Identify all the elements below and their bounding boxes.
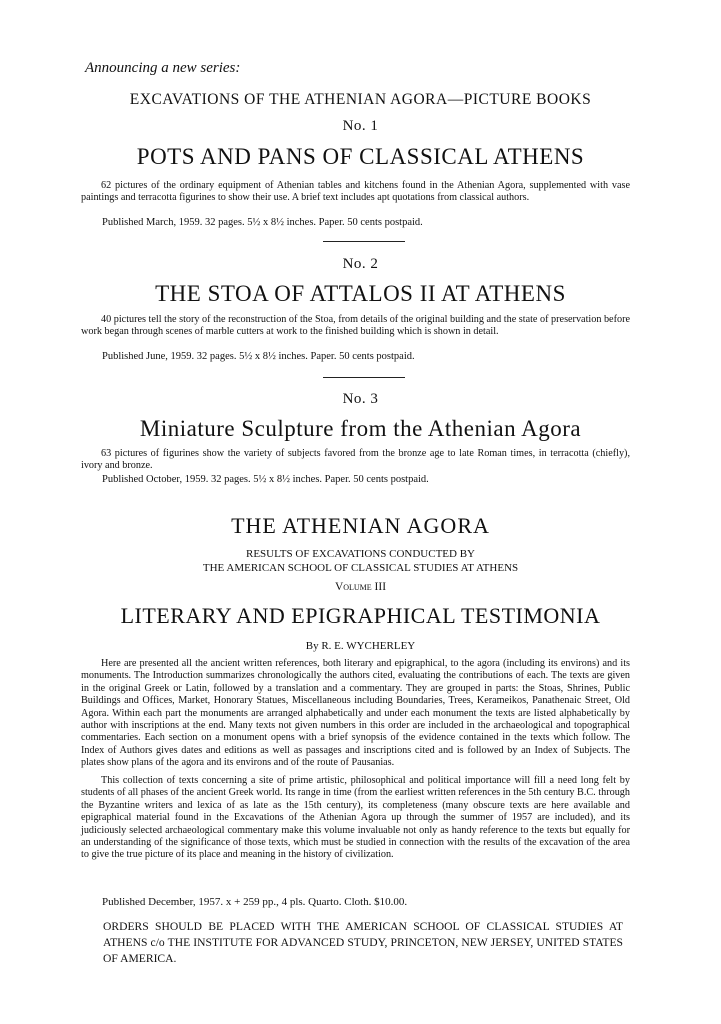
book-1-title: POTS AND PANS OF CLASSICAL ATHENS [136,144,585,169]
book-1-description: 62 pictures of the ordinary equipment of Athenian tables and kitchens found in the Athenian Agora, supplemented with vase paintings and terracotta figurines to show their use. A brief text includes apt quotations from classical authors. [81,180,630,204]
volume-label: Volume III [334,581,387,593]
book-3-title: Miniature Sculpture from the Athenian Agora [139,416,582,441]
volume-paragraph-2: This collection of texts concerning a site of prime artistic, philosophical and political importance will fill a need long felt by students of all phases of the ancient Greek world. Its range in time (from the earliest written references in the 5th century B.C. through the Byzantine writers and lexica of as late as the 15th century), its completeness (many obscure texts are here available and epigraphical material found in the Excavations of the Athenian Agora up through the summer of 1957 are included), and its judiciously selected archaeological commentary make this volume invaluable not only as handy reference to the texts but equally for an understanding of the significance of those texts, which must be studied in connection with the results of the excavation of the area to give the true picture of its place and meaning in the history of civilization. [81,775,630,861]
book-2-published: Published June, 1959. 32 pages. 5½ x 8½ inches. Paper. 50 cents postpaid. [102,351,415,362]
volume-title: LITERARY AND EPIGRAPHICAL TESTIMONIA [120,603,601,628]
orders-notice: ORDERS SHOULD BE PLACED WITH THE AMERICAN SCHOOL OF CLASSICAL STUDIES AT ATHENS c/o THE INSTITUTE FOR ADVANCED STUDY, PRINCETON, NEW JERSEY, UNITED STATES OF AMERICA. [103,920,623,965]
announcement-intro: Announcing a new series: [85,60,241,76]
book-3-number: No. 3 [342,391,379,407]
book-2-description: 40 pictures tell the story of the reconstruction of the Stoa, from details of the original building and the state of preservation before work began through scenes of marble cutters at work to the finished building which is shown in detail. [81,314,630,338]
book-3-published: Published October, 1959. 32 pages. 5½ x 8½ inches. Paper. 50 cents postpaid. [102,474,429,485]
agora-subtitle-1: RESULTS OF EXCAVATIONS CONDUCTED BY [245,548,475,560]
agora-title: THE ATHENIAN AGORA [231,513,490,538]
book-2-number: No. 2 [342,256,379,272]
author-byline: By R. E. WYCHERLEY [305,640,416,652]
volume-paragraph-1: Here are presented all the ancient written references, both literary and epigraphical, to the agora (including its environs) and its monuments. The Introduction summarizes chronologically the authors cited, evaluating the contributions of each. The texts are given in the original Greek or Latin, followed by a translation and a commentary. They are grouped in parts: the Stoas, Shrines, Public Buildings and Offices, Market, Honorary Statues, Miscellaneous including Boundaries, Trees, Kerameikos, Panathenaic Street, Old Agora. Within each part the monuments are arranged alphabetically and under each monument the texts are listed alphabetically by author with inscriptions at the end. Many texts not given numbers in this order are included in the archaeological and topographical commentaries. Each section on a monument opens with a brief synopsis of the evidence contained in the texts which follow. The Index of Authors gives dates and editions as well as passages and inscriptions cited and is followed by an Index of Subjects. The plates show plans of the agora and its environs and of the route of Pausanias. [81,658,630,769]
volume-published: Published December, 1957. x + 259 pp., 4 pls. Quarto. Cloth. $10.00. [102,896,408,908]
book-2-title: THE STOA OF ATTALOS II AT ATHENS [155,281,566,306]
book-1-number: No. 1 [342,118,379,134]
book-1-published: Published March, 1959. 32 pages. 5½ x 8½ inches. Paper. 50 cents postpaid. [102,217,423,228]
section-divider [323,377,405,378]
agora-subtitle-2: THE AMERICAN SCHOOL OF CLASSICAL STUDIES AT ATHENS [202,562,519,574]
section-divider [323,241,405,242]
book-3-description: 63 pictures of figurines show the variety of subjects favored from the bronze age to late Roman times, in terracotta (chiefly), ivory and bronze. [81,448,630,472]
series-title: EXCAVATIONS OF THE ATHENIAN AGORA—PICTURE BOOKS [129,91,592,108]
